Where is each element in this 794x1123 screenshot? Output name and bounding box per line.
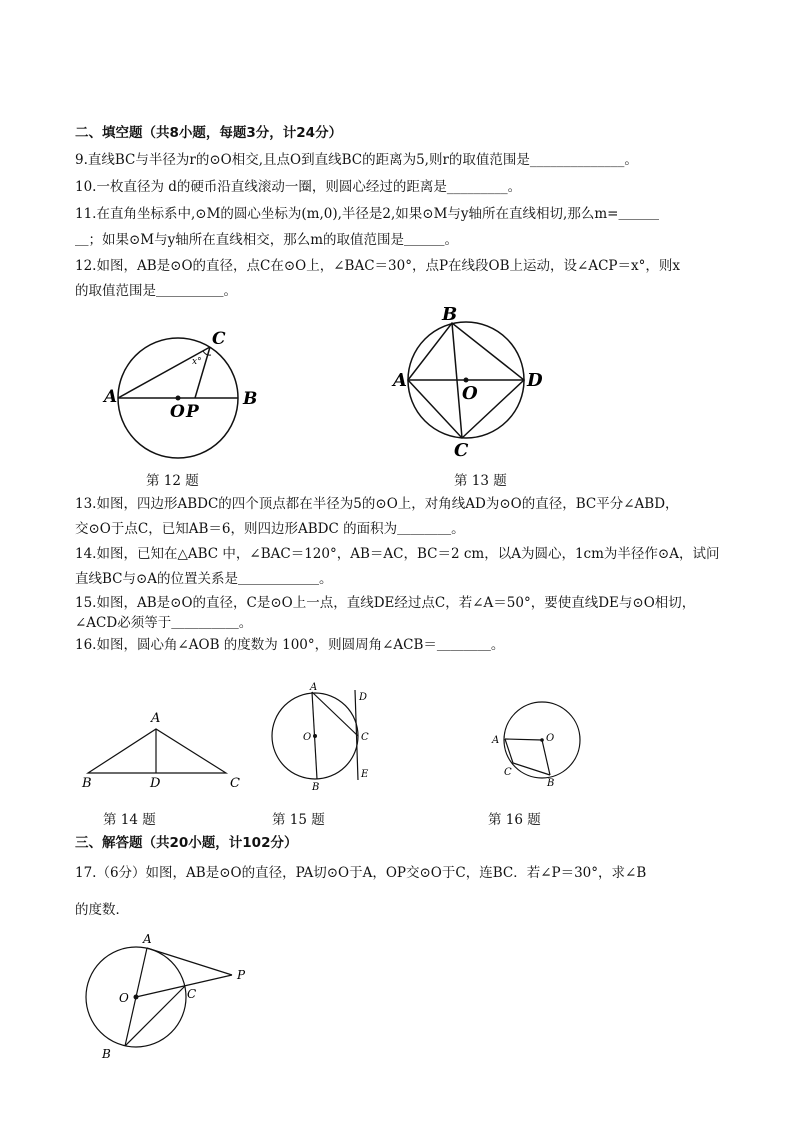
- figure-13: [390, 300, 550, 465]
- question-17-line-1: 17.（6分）如图，AB是⊙O的直径，PA切⊙O于A，OP交⊙O于C，连BC．若∠P＝30°，求∠B: [75, 865, 647, 881]
- question-13-line-1: 13.如图，四边形ABDC的四个顶点都在半径为5的⊙O上，对角线AD为⊙O的直径，BC平分∠ABD，: [75, 496, 679, 512]
- figure-15: [265, 680, 385, 795]
- fig17-segment-bc: [125, 986, 185, 1046]
- fig17-center-dot: [134, 995, 139, 1000]
- fig16-caption: 第 16 题: [488, 812, 541, 828]
- fig17-tangent-pa: [147, 948, 232, 975]
- fig14-caption: 第 14 题: [103, 812, 156, 828]
- fig17-segment-op: [136, 975, 232, 997]
- figure-16: [485, 695, 595, 795]
- fig16-radius-ob: [542, 740, 550, 775]
- fig14-triangle: [88, 729, 226, 773]
- fig13-label-d: D: [527, 370, 543, 391]
- fig16-label-b: B: [547, 778, 555, 789]
- figure-17: [80, 925, 280, 1065]
- fig12-chord-ac: [118, 347, 210, 398]
- question-9: 9.直线BC与半径为r的⊙O相交,且点O到直线BC的距离为5,则r的取值范围是______________。: [75, 152, 638, 168]
- question-14-line-2: 直线BC与⊙A的位置关系是＿＿＿＿＿＿。: [75, 571, 333, 587]
- fig15-label-b: B: [312, 782, 320, 793]
- fig17-label-p: P: [237, 968, 246, 982]
- fig16-label-c: C: [504, 767, 512, 778]
- fig16-label-a: A: [492, 735, 500, 746]
- fig13-label-a: A: [393, 370, 407, 391]
- fig12-label-a: A: [104, 387, 118, 407]
- fig12-label-o: O: [170, 402, 185, 422]
- fig14-label-c: C: [230, 776, 240, 791]
- fig15-label-a: A: [310, 682, 318, 693]
- fig12-label-p: P: [186, 402, 199, 422]
- fig12-label-c: C: [212, 329, 226, 349]
- fig16-radius-oa: [505, 739, 542, 740]
- fig15-label-d: D: [359, 692, 368, 703]
- fig15-label-c: C: [361, 732, 369, 743]
- question-17-line-2: 的度数．: [75, 902, 129, 918]
- question-11-line-1: 11.在直角坐标系中,⊙M的圆心坐标为(m,0),半径是2,如果⊙M与y轴所在直线相切,那么m=＿＿＿: [75, 206, 659, 222]
- fig13-label-c: C: [454, 440, 469, 461]
- question-15-line-2: ∠ACD必须等于＿＿＿＿＿。: [75, 615, 253, 631]
- fig14-label-d: D: [150, 776, 161, 791]
- fig13-label-b: B: [442, 304, 458, 325]
- question-16: 16.如图，圆心角∠AOB 的度数为 100°，则圆周角∠ACB＝＿＿＿＿。: [75, 637, 505, 653]
- fig15-center-dot: [313, 734, 317, 738]
- section-2-title: 二、填空题（共8小题，每题3分，计24分）: [75, 125, 343, 141]
- fig16-center-dot: [540, 738, 544, 742]
- question-14-line-1: 14.如图，已知在△ABC 中，∠BAC＝120°，AB＝AC，BC＝2 cm，以A为圆心，1cm为半径作⊙A，试问: [75, 546, 720, 562]
- fig15-label-e: E: [361, 769, 369, 780]
- figure-12: [100, 320, 270, 450]
- question-12-line-1: 12.如图，AB是⊙O的直径，点C在⊙O上，∠BAC＝30°，点P在线段OB上运动，设∠ACP＝x°，则x: [75, 258, 680, 274]
- question-12-line-2: 的取值范围是＿＿＿＿＿。: [75, 283, 237, 299]
- fig15-label-o: O: [303, 732, 312, 743]
- question-13-line-2: 交⊙O于点C，已知AB＝6，则四边形ABDC 的面积为＿＿＿＿。: [75, 521, 465, 537]
- fig12-caption: 第 12 题: [146, 473, 199, 489]
- fig14-label-a: A: [151, 711, 161, 726]
- fig16-label-o: O: [546, 733, 555, 744]
- fig15-caption: 第 15 题: [272, 812, 325, 828]
- fig17-label-a: A: [143, 932, 152, 946]
- fig13-caption: 第 13 题: [454, 473, 507, 489]
- fig17-label-c: C: [187, 987, 197, 1001]
- fig12-label-x: x°: [192, 357, 202, 367]
- fig12-center-dot: [176, 396, 181, 401]
- fig17-label-o: O: [119, 991, 129, 1005]
- fig13-center-dot: [464, 378, 469, 383]
- fig12-angle-arc: [203, 351, 211, 355]
- fig13-label-o: O: [462, 383, 478, 404]
- section-3-title: 三、解答题（共20小题，计102分）: [75, 835, 298, 851]
- fig12-label-b: B: [243, 389, 258, 409]
- figure-14: [80, 708, 250, 793]
- question-10: 10.一枚直径为 d的硬币沿直线滚动一圈，则圆心经过的距离是_________。: [75, 179, 522, 195]
- question-15-line-1: 15.如图，AB是⊙O的直径，C是⊙O上一点，直线DE经过点C，若∠A＝50°，要使直线DE与⊙O相切，: [75, 595, 696, 611]
- fig17-label-b: B: [102, 1047, 111, 1061]
- fig14-label-b: B: [82, 776, 92, 791]
- question-11-line-2: ＿；如果⊙M与y轴所在直线相交，那么m的取值范围是＿＿＿。: [75, 232, 459, 248]
